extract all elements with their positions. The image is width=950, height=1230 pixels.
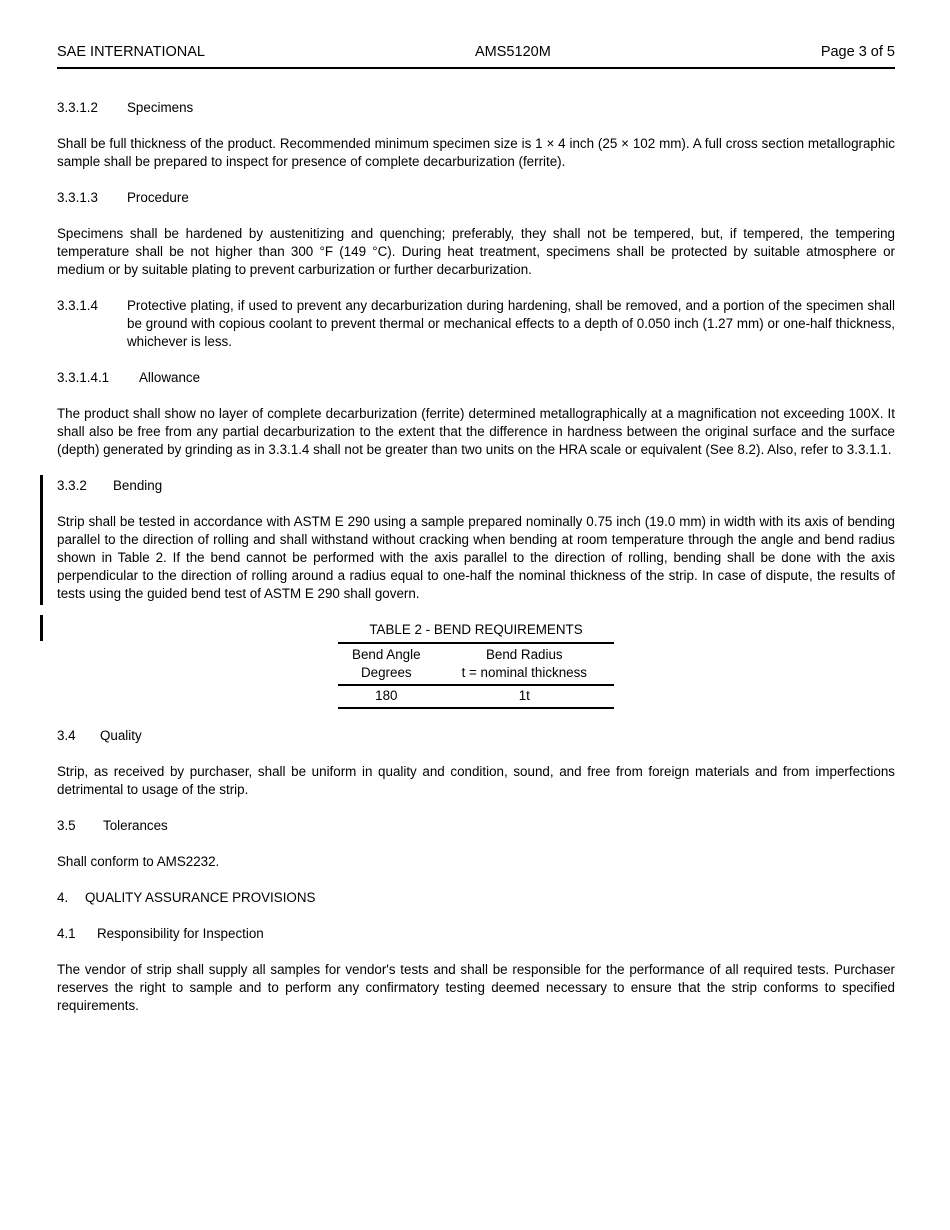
header-page-indicator: Page 3 of 5 (820, 44, 895, 60)
column-header-bend-angle: Bend Angle (352, 647, 421, 662)
page-header (57, 44, 895, 69)
paragraph-allowance: The product shall show no layer of complete decarburization (ferrite) determined metallographically at a magnification not exceeding 100X. It shall also be free from any partial decarburization to the extent that the difference in hardness between the original surface and the surface (depth) generated by grinding as in 3.3.1.4 shall not be greater than two units on the HRA scale or equivalent (See 8.2). Also, refer to 3.3.1.1. (57, 406, 895, 457)
header-document-number: AMS5120M (475, 44, 551, 60)
section-number: 4. (57, 890, 69, 905)
section-title: Responsibility for Inspection (97, 926, 264, 941)
table-cell-bend-angle: 180 (375, 688, 398, 703)
section-heading-responsibility-inspection (57, 925, 895, 943)
paragraph-tolerances: Shall conform to AMS2232. (57, 854, 220, 869)
section-heading-allowance (57, 369, 895, 387)
table-header-row (338, 644, 614, 686)
section-number: 3.5 (57, 818, 76, 833)
paragraph-responsibility-inspection: The vendor of strip shall supply all samples for vendor's tests and shall be responsible for the performance of all required tests. Purchaser reserves the right to sample and to perform any confirmatory testing deemed necessary to ensure that the strip conforms to specified requirements. (57, 962, 895, 1013)
section-number: 3.3.1.3 (57, 190, 98, 205)
table-row (338, 686, 614, 709)
change-bar (40, 615, 43, 641)
section-title: Bending (113, 478, 163, 493)
section-title: Allowance (139, 370, 201, 385)
bend-requirements-table (338, 621, 614, 709)
table-cell-bend-radius: 1t (518, 688, 530, 703)
paragraph-bending: Strip shall be tested in accordance with ASTM E 290 using a sample prepared nominally 0.75 inch (19.0 mm) in width with its axis of bending parallel to the direction of rolling and shall withstand without cracking when bending at room temperature through the angle and bend radius shown in Table 2. If the bend cannot be performed with the axis parallel to the direction of rolling, bending shall be done with the axis perpendicular to the direction of rolling around a radius equal to one-half the nominal thickness of the strip. In case of dispute, the results of tests using the guided bend test of ASTM E 290 shall govern. (57, 514, 895, 601)
section-title: Tolerances (103, 818, 168, 833)
paragraph-protective-plating (57, 297, 895, 351)
section-heading-procedure (57, 189, 895, 207)
table-title: TABLE 2 - BEND REQUIREMENTS (338, 621, 614, 644)
section-title: Quality (100, 728, 142, 743)
section-number: 4.1 (57, 926, 76, 941)
section-number: 3.3.1.4.1 (57, 370, 110, 385)
paragraph-procedure: Specimens shall be hardened by austenitizing and quenching; preferably, they shall not be tempered, but, if tempered, the tempering temperature shall be not higher than 300 °F (149 °C). During heat treatment, specimens shall be protected by suitable atmosphere or medium or by suitable plating to prevent carburization or further decarburization. (57, 226, 895, 277)
section-title: Specimens (127, 100, 194, 115)
section-title: QUALITY ASSURANCE PROVISIONS (85, 890, 316, 905)
section-number: 3.3.1.2 (57, 100, 98, 115)
header-organization: SAE INTERNATIONAL (57, 44, 205, 60)
table-2-section (57, 621, 895, 709)
section-heading-quality (57, 727, 895, 745)
section-number: 3.4 (57, 728, 76, 743)
paragraph-specimens: Shall be full thickness of the product. Recommended minimum specimen size is 1 × 4 inch (25 × 102 mm). A full cross section metallographic sample shall be prepared to inspect for presence of complete decarburization (ferrite). (57, 136, 895, 169)
section-heading-specimens (57, 99, 895, 117)
section-heading-quality-assurance (57, 889, 895, 907)
section-heading-tolerances (57, 817, 895, 835)
column-header-bend-radius: Bend Radius (485, 647, 563, 662)
column-subheader-degrees: Degrees (360, 665, 412, 680)
change-bar (40, 475, 43, 605)
section-heading-bending (57, 477, 895, 495)
section-title: Procedure (127, 190, 189, 205)
section-number: 3.3.1.4 (57, 298, 98, 313)
paragraph-text: Protective plating, if used to prevent any decarburization during hardening, shall be removed, and a portion of the specimen shall be ground with copious coolant to prevent thermal or mechanical effects to a depth of 0.050 inch (1.27 mm) or one-half thickness, whichever is less. (127, 298, 895, 349)
revision-block-bending (57, 477, 895, 603)
column-subheader-nominal-thickness: t = nominal thickness (461, 665, 587, 680)
paragraph-quality: Strip, as received by purchaser, shall be uniform in quality and condition, sound, and free from foreign materials and from imperfections detrimental to usage of the strip. (57, 764, 895, 797)
section-number: 3.3.2 (57, 478, 87, 493)
